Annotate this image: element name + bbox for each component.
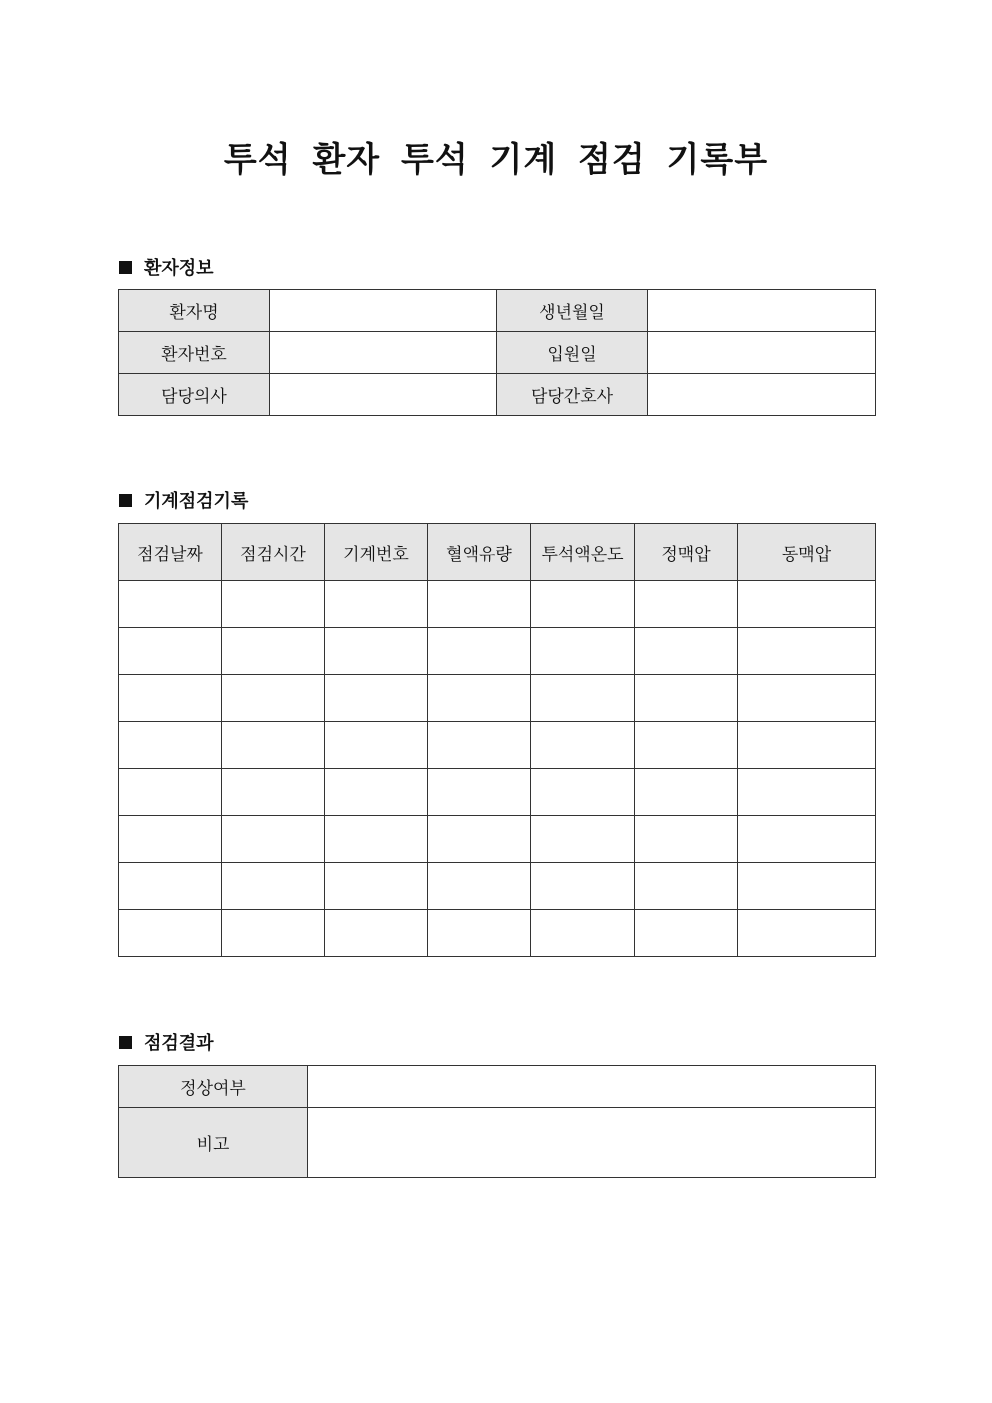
section-heading-result-label: 점검결과 [144,1033,214,1054]
patient-number-field[interactable] [270,332,497,374]
patient-name-field[interactable] [270,290,497,332]
record-cell[interactable] [119,675,222,722]
doctor-label: 담당의사 [119,374,270,416]
record-cell[interactable] [428,910,531,957]
record-cell[interactable] [738,628,876,675]
machine-check-table [118,523,876,957]
record-cell[interactable] [325,722,428,769]
record-cell[interactable] [635,581,738,628]
record-cell[interactable] [428,722,531,769]
record-cell[interactable] [531,910,635,957]
record-cell[interactable] [325,628,428,675]
record-cell[interactable] [738,769,876,816]
record-cell[interactable] [531,628,635,675]
record-cell[interactable] [428,863,531,910]
table-row [119,332,876,374]
record-cell[interactable] [738,675,876,722]
record-cell[interactable] [635,722,738,769]
record-cell[interactable] [738,816,876,863]
record-cell[interactable] [119,863,222,910]
square-bullet-icon [119,494,132,507]
column-header: 정맥압 [635,524,738,581]
record-cell[interactable] [428,675,531,722]
record-cell[interactable] [119,816,222,863]
table-row [119,1108,876,1178]
section-heading-result [119,1029,214,1055]
record-cell[interactable] [325,910,428,957]
doctor-field[interactable] [270,374,497,416]
record-cell[interactable] [119,581,222,628]
record-cell[interactable] [531,863,635,910]
birthdate-label: 생년월일 [497,290,648,332]
record-cell[interactable] [635,628,738,675]
record-cell[interactable] [531,722,635,769]
column-header: 점검날짜 [119,524,222,581]
normal-status-label: 정상여부 [119,1066,308,1108]
record-cell[interactable] [738,863,876,910]
record-cell[interactable] [428,628,531,675]
record-cell[interactable] [428,816,531,863]
remarks-label: 비고 [119,1108,308,1178]
check-result-table [118,1065,876,1178]
record-cell[interactable] [635,675,738,722]
record-cell[interactable] [738,722,876,769]
record-cell[interactable] [222,628,325,675]
patient-name-label: 환자명 [119,290,270,332]
record-cell[interactable] [325,863,428,910]
record-cell[interactable] [531,769,635,816]
section-heading-patient [119,254,214,280]
table-row [119,374,876,416]
record-cell[interactable] [428,581,531,628]
table-row [119,628,876,675]
patient-info-table [118,289,876,416]
record-cell[interactable] [325,769,428,816]
patient-number-label: 환자번호 [119,332,270,374]
record-cell[interactable] [119,910,222,957]
record-cell[interactable] [222,675,325,722]
column-header: 투석액온도 [531,524,635,581]
table-row [119,910,876,957]
column-header: 점검시간 [222,524,325,581]
remarks-field[interactable] [308,1108,876,1178]
record-cell[interactable] [222,910,325,957]
table-row [119,863,876,910]
record-cell[interactable] [635,863,738,910]
table-row [119,1066,876,1108]
admission-date-field[interactable] [648,332,876,374]
normal-status-field[interactable] [308,1066,876,1108]
record-cell[interactable] [222,816,325,863]
record-cell[interactable] [738,910,876,957]
square-bullet-icon [119,261,132,274]
record-cell[interactable] [531,581,635,628]
column-header: 기계번호 [325,524,428,581]
section-heading-record-label: 기계점검기록 [144,491,249,512]
section-heading-patient-label: 환자정보 [144,258,214,279]
record-cell[interactable] [119,769,222,816]
table-row [119,816,876,863]
column-header: 동맥압 [738,524,876,581]
birthdate-field[interactable] [648,290,876,332]
record-cell[interactable] [119,722,222,769]
table-header-row [119,524,876,581]
record-cell[interactable] [428,769,531,816]
record-cell[interactable] [222,769,325,816]
record-cell[interactable] [222,581,325,628]
section-heading-record [119,487,248,513]
admission-date-label: 입원일 [497,332,648,374]
page-title: 투석 환자 투석 기계 점검 기록부 [223,140,769,180]
record-cell[interactable] [531,675,635,722]
record-cell[interactable] [325,816,428,863]
table-row [119,769,876,816]
table-row [119,722,876,769]
record-cell[interactable] [325,675,428,722]
record-cell[interactable] [222,722,325,769]
record-cell[interactable] [635,816,738,863]
square-bullet-icon [119,1036,132,1049]
table-row [119,581,876,628]
record-cell[interactable] [119,628,222,675]
record-cell[interactable] [635,769,738,816]
record-cell[interactable] [325,581,428,628]
record-cell[interactable] [222,863,325,910]
table-row [119,675,876,722]
record-cell[interactable] [738,581,876,628]
record-cell[interactable] [531,816,635,863]
column-header: 혈액유량 [428,524,531,581]
nurse-field[interactable] [648,374,876,416]
record-cell[interactable] [635,910,738,957]
table-row [119,290,876,332]
nurse-label: 담당간호사 [497,374,648,416]
